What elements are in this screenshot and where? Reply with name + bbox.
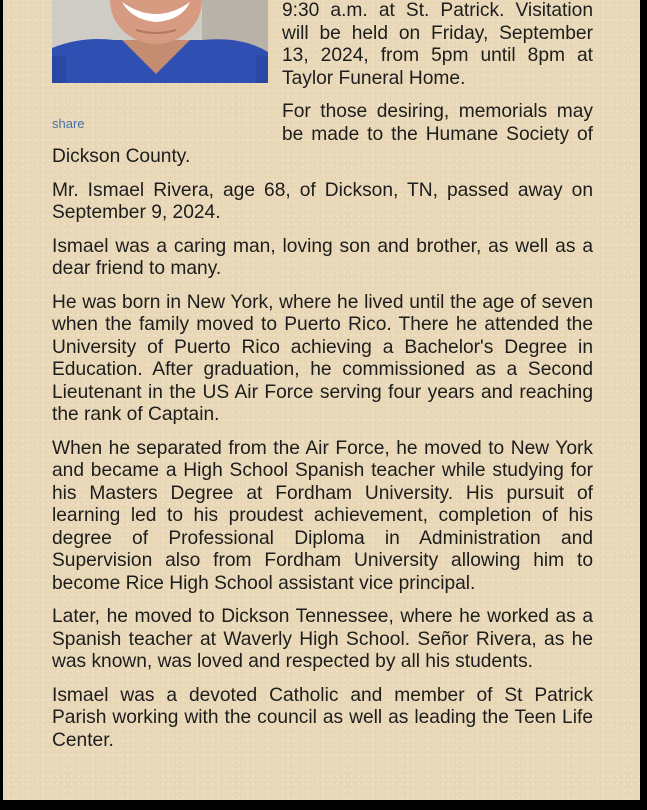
obituary-page — [3, 0, 640, 800]
career-paragraph: When he separated from the Air Force, he moved to New York and became a High School Spanish teacher while studying for his Masters Degree at Fordham University. His pursuit of learning led to his proudest achievement, completion of his degree of Professional Diploma in Administration and Supervision also from Fordham University allowing him to become Rice High School assistant vice principal. — [52, 437, 593, 594]
share-link[interactable]: share — [52, 116, 85, 131]
memorials-paragraph: For those desiring, memorials may be made to the Humane Society of Dickson County. — [52, 101, 593, 167]
portrait-illustration — [52, 0, 268, 83]
character-paragraph: Ismael was a caring man, loving son and brother, as well as a dear friend to many. — [52, 235, 593, 279]
dickson-paragraph: Later, he moved to Dickson Tennessee, where he worked as a Spanish teacher at Waverly High School. Señor Rivera, as he was known, was loved and respected by all his students. — [52, 606, 593, 672]
photo-column — [52, 0, 268, 136]
service-details-paragraph: 9:30 a.m. at St. Patrick. Visitation will be held on Friday, September 13, 2024, from 5pm until 8pm at Taylor Funeral Home. — [282, 0, 593, 89]
faith-paragraph: Ismael was a devoted Catholic and member of St Patrick Parish working with the council as well as leading the Teen Life Center. — [52, 684, 593, 751]
obituary-content — [52, 0, 593, 763]
obituary-intro-paragraph: Mr. Ismael Rivera, age 68, of Dickson, TN, passed away on September 9, 2024. — [52, 179, 593, 223]
portrait-photo — [52, 0, 268, 83]
early-life-paragraph: He was born in New York, where he lived until the age of seven when the family moved to Puerto Rico. There he attended the University of Puerto Rico achieving a Bachelor's Degree in Education. After graduation, he commissioned as a Second Lieutenant in the US Air Force serving four years and reaching the rank of Captain. — [52, 291, 593, 425]
